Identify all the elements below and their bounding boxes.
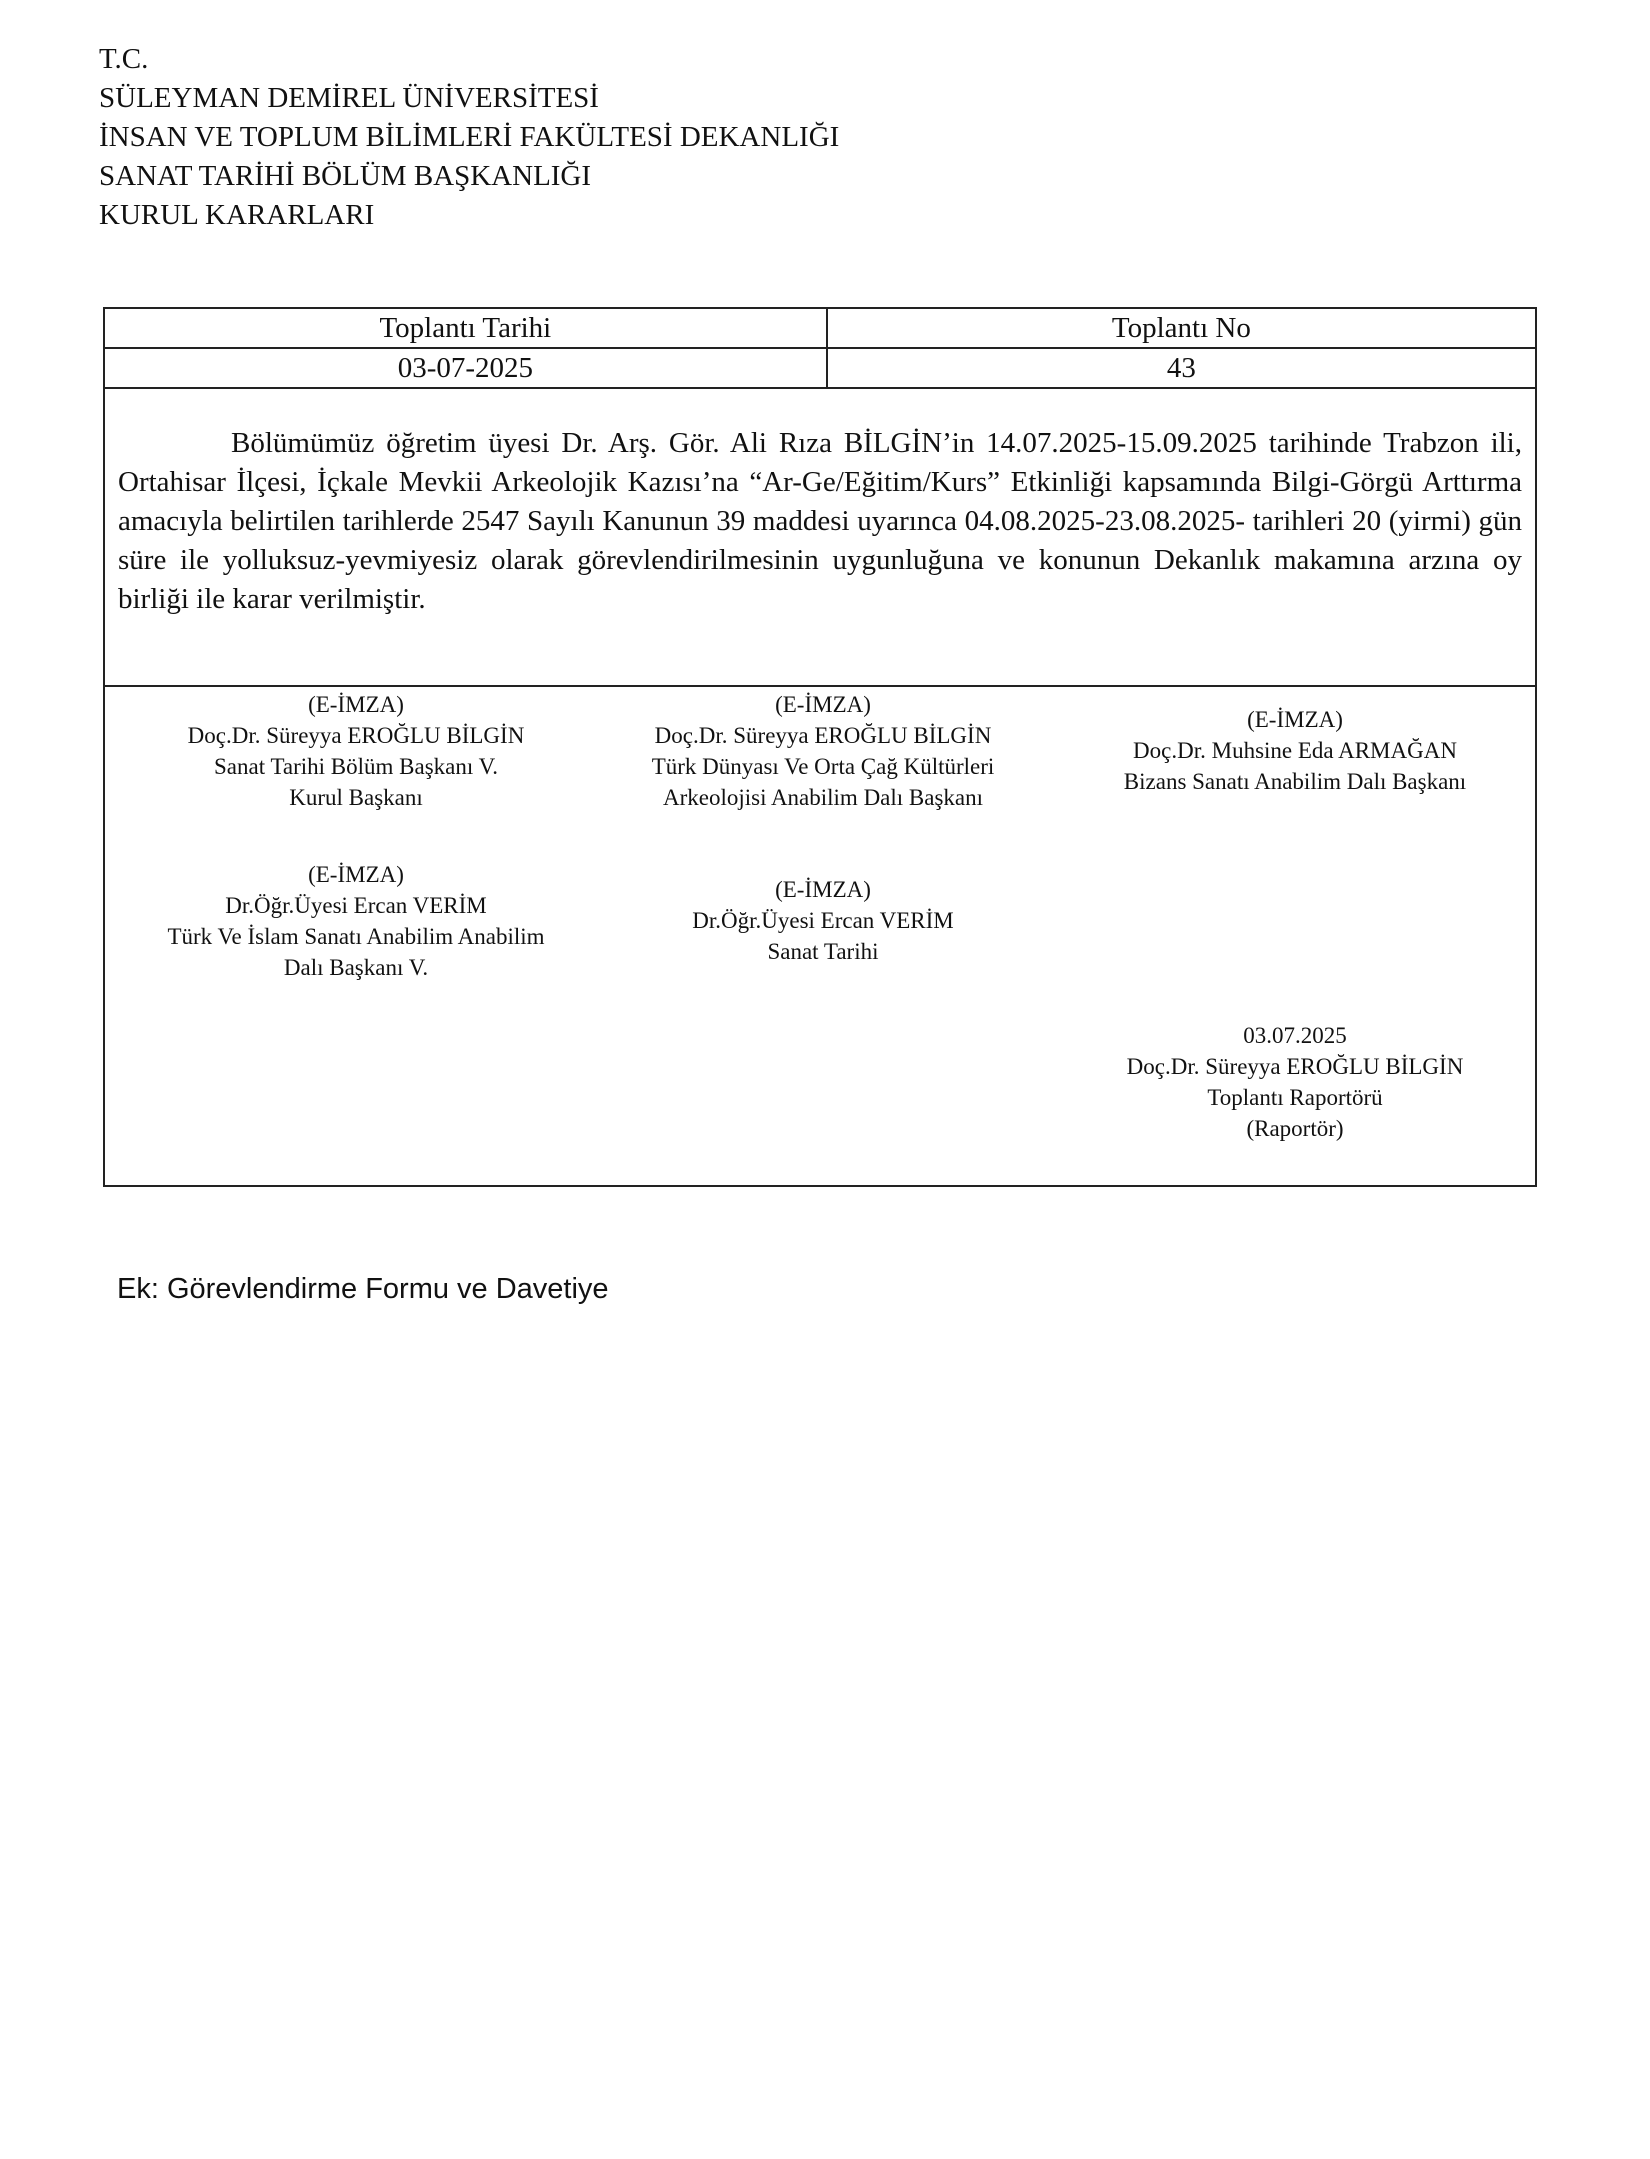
meeting-value-row bbox=[105, 349, 1535, 389]
meeting-date-value: 03-07-2025 bbox=[397, 352, 534, 384]
signature-block-art-history bbox=[692, 874, 953, 967]
header-line-department: SANAT TARİHİ BÖLÜM BAŞKANLIĞI bbox=[99, 160, 592, 192]
meeting-date-label: Toplantı Tarihi bbox=[379, 312, 552, 344]
signature-status: (E-İMZA) bbox=[775, 877, 871, 902]
signature-status: (E-İMZA) bbox=[1247, 707, 1343, 732]
signature-block-rapporteur bbox=[1127, 1020, 1464, 1144]
signature-date: 03.07.2025 bbox=[1243, 1023, 1347, 1048]
header-line-university: SÜLEYMAN DEMİREL ÜNİVERSİTESİ bbox=[99, 82, 599, 114]
signature-role: (Raportör) bbox=[1246, 1116, 1344, 1141]
meeting-no-label: Toplantı No bbox=[826, 309, 1535, 347]
signature-person: Doç.Dr. Muhsine Eda ARMAĞAN bbox=[1133, 738, 1457, 763]
signature-role: Bizans Sanatı Anabilim Dalı Başkanı bbox=[1123, 769, 1467, 794]
signature-block-turkish-islamic bbox=[167, 859, 544, 983]
decision-text: Bölümümüz öğretim üyesi Dr. Arş. Gör. Ali Rıza BİLGİN’in 14.07.2025-15.09.2025 tarihinde Trabzon ili, Ortahisar İlçesi, İçkale Mevkii Arkeolojik Kazısı’na “Ar-Ge/Eğitim/Kurs” Etkinliği kapsamında Bilgi-Görgü Arttırma amacıyla belirtilen tarihlerde 2547 Sayılı Kanunun 39 maddesi uyarınca 04.08.2025-23.08.2025- tarihleri 20 (yirmi) gün süre ile yolluksuz-yevmiyesiz olarak görevlendirilmesinin uygunluğuna ve konunun Dekanlık makamına arzına oy birliği ile karar verilmiştir. bbox=[118, 427, 1522, 615]
signature-person: Doç.Dr. Süreyya EROĞLU BİLGİN bbox=[187, 723, 525, 748]
header-line-faculty: İNSAN VE TOPLUM BİLİMLERİ FAKÜLTESİ DEKANLIĞI bbox=[99, 121, 840, 153]
signature-role: Sanat Tarihi Bölüm Başkanı V. bbox=[214, 754, 498, 779]
signature-role: Sanat Tarihi bbox=[767, 939, 879, 964]
signature-person: Dr.Öğr.Üyesi Ercan VERİM bbox=[225, 893, 487, 918]
meeting-header-row bbox=[105, 309, 1535, 349]
signature-role: Türk Ve İslam Sanatı Anabilim Anabilim bbox=[167, 924, 545, 949]
signature-person: Doç.Dr. Süreyya EROĞLU BİLGİN bbox=[654, 723, 992, 748]
signature-block-turkic-medieval bbox=[652, 689, 995, 813]
signature-person: Doç.Dr. Süreyya EROĞLU BİLGİN bbox=[1126, 1054, 1464, 1079]
signature-block-byzantine bbox=[1124, 704, 1466, 797]
signature-role: Türk Dünyası Ve Orta Çağ Kültürleri bbox=[651, 754, 995, 779]
header-line-state: T.C. bbox=[99, 43, 149, 75]
signature-person: Dr.Öğr.Üyesi Ercan VERİM bbox=[692, 908, 954, 933]
signature-status: (E-İMZA) bbox=[775, 692, 871, 717]
signature-role: Dalı Başkanı V. bbox=[283, 955, 429, 980]
signature-role: Kurul Başkanı bbox=[289, 785, 423, 810]
signature-role: Toplantı Raportörü bbox=[1207, 1085, 1383, 1110]
signature-status: (E-İMZA) bbox=[308, 692, 404, 717]
signature-role: Arkeolojisi Anabilim Dalı Başkanı bbox=[662, 785, 984, 810]
signature-status: (E-İMZA) bbox=[308, 862, 404, 887]
header-line-title: KURUL KARARLARI bbox=[99, 199, 375, 231]
signature-block-chair bbox=[188, 689, 525, 813]
document-header bbox=[99, 40, 839, 235]
decision-table bbox=[103, 307, 1537, 1187]
signature-area bbox=[105, 685, 1535, 1185]
meeting-no-value: 43 bbox=[826, 349, 1535, 387]
attachment-note: Ek: Görevlendirme Formu ve Davetiye bbox=[117, 1273, 609, 1305]
